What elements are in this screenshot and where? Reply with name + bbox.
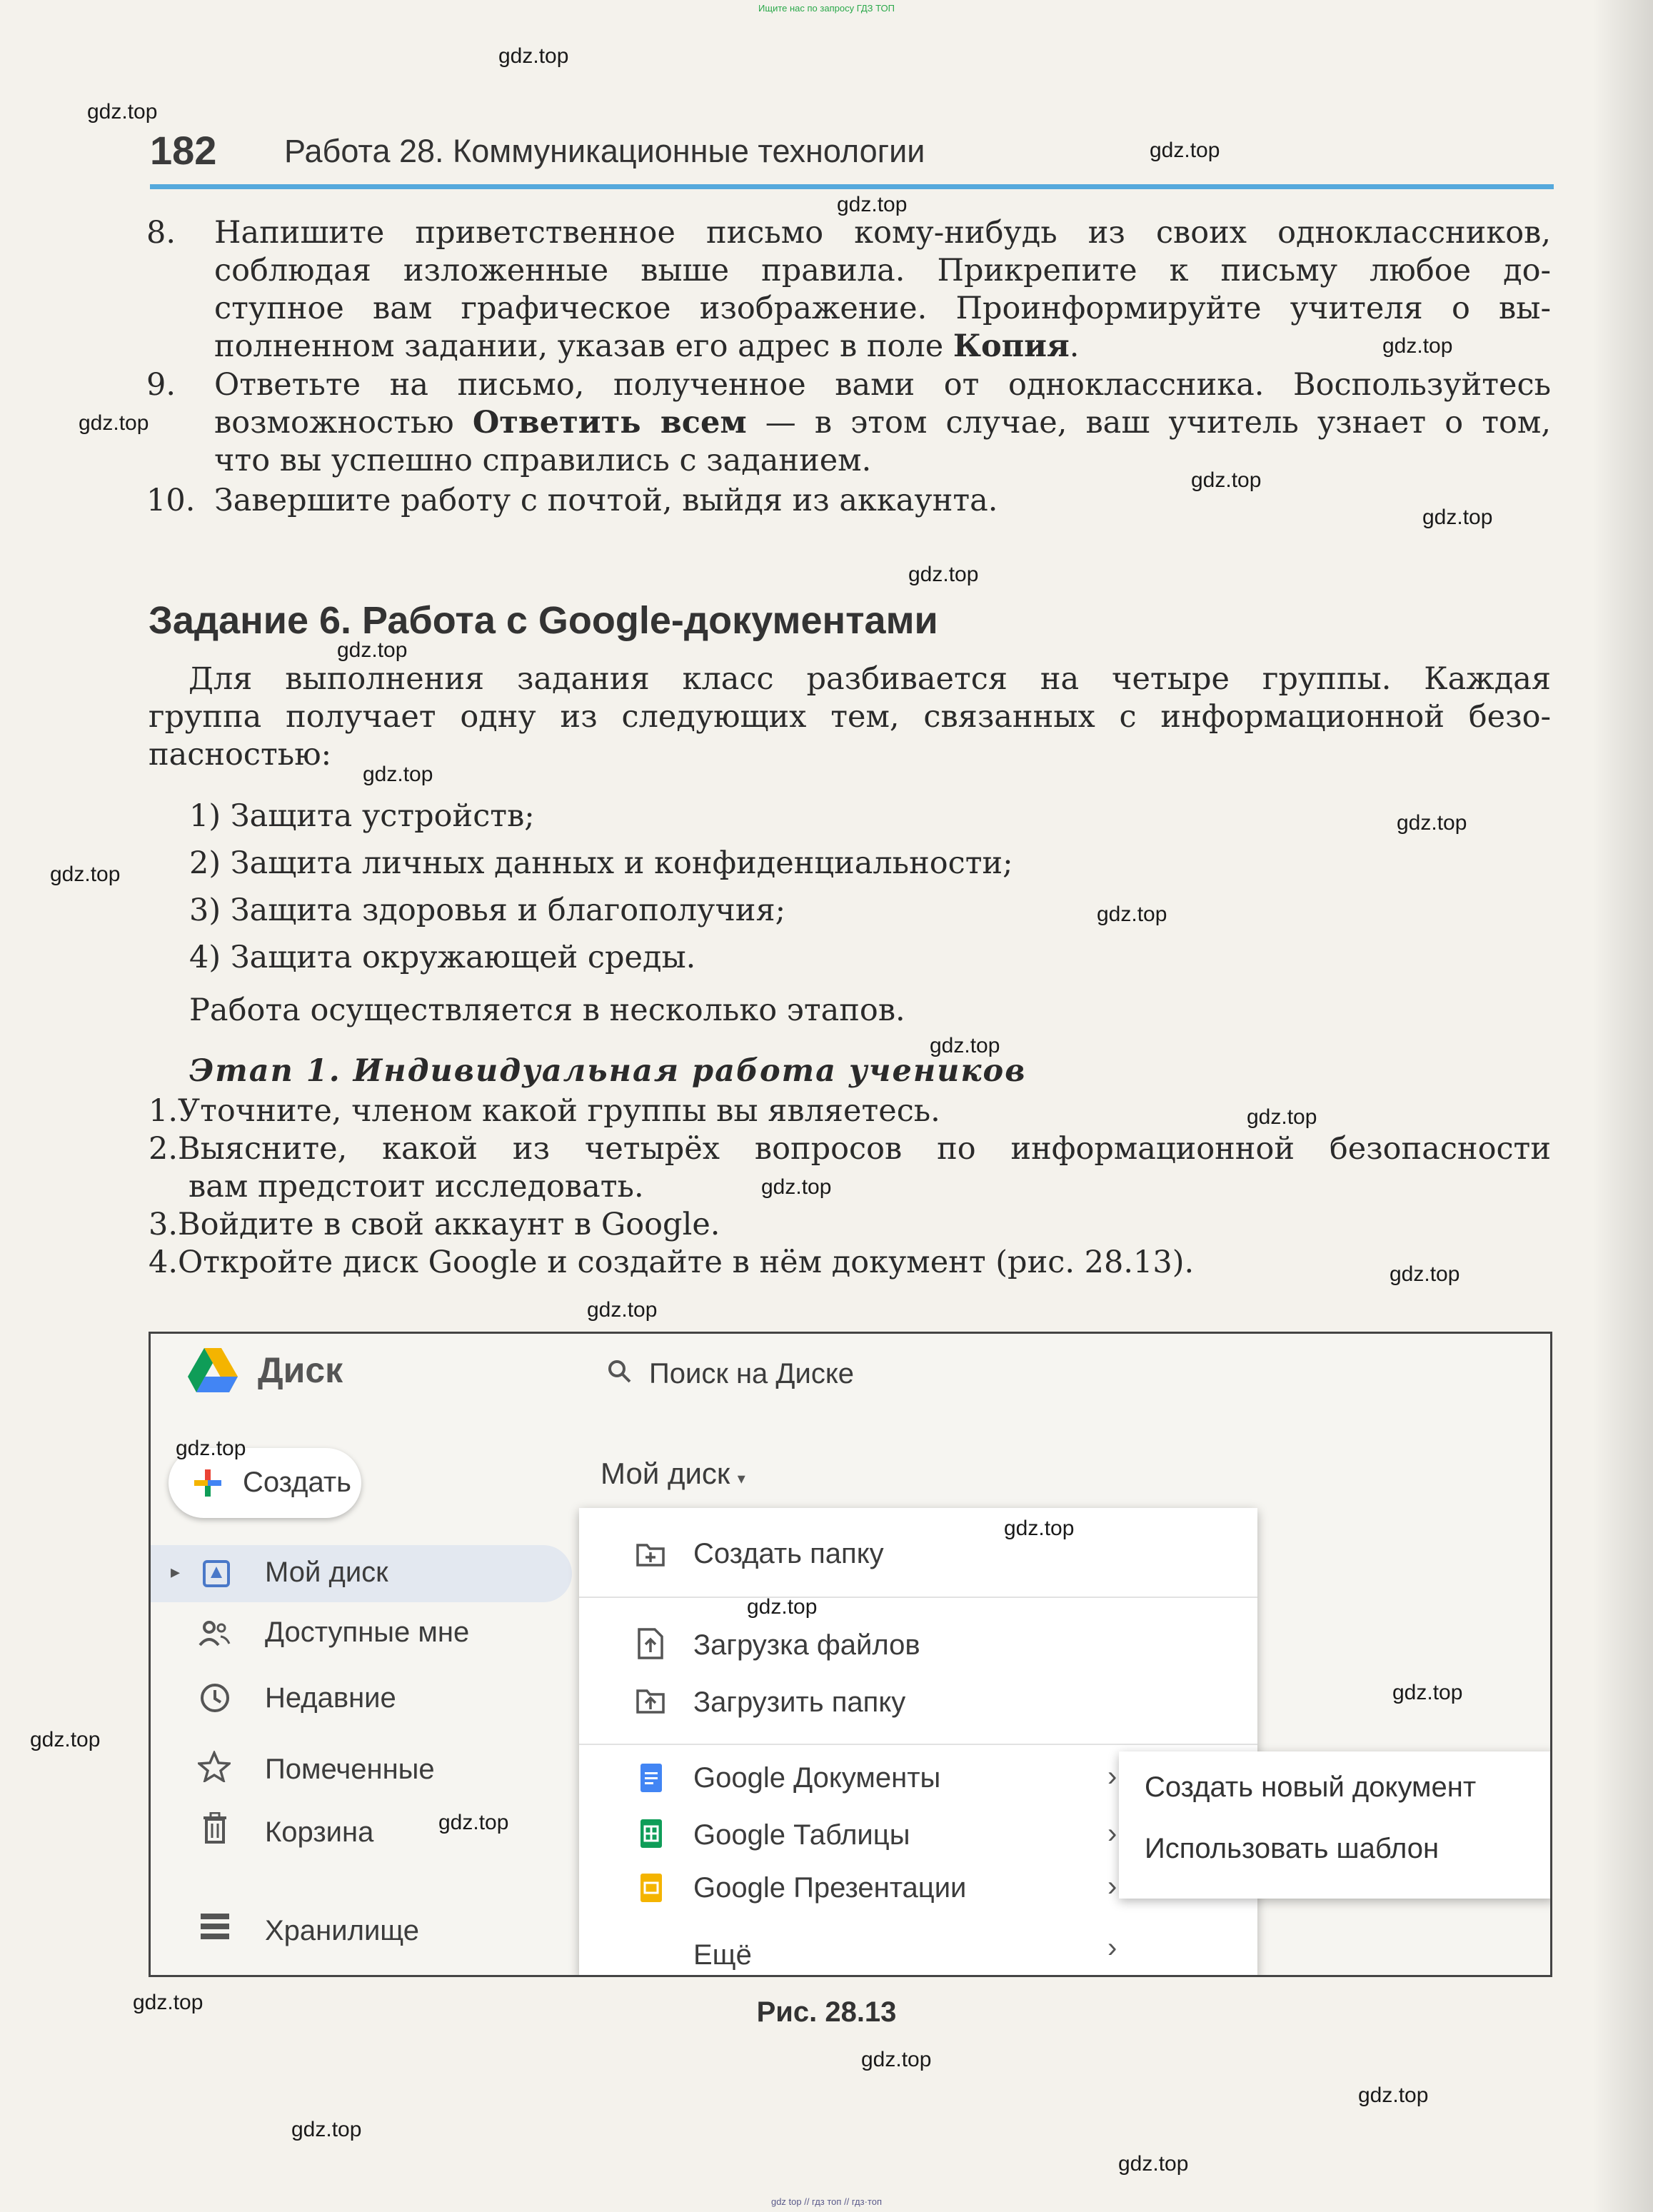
- intro-line: пасностью:: [149, 737, 332, 773]
- trash-icon: [202, 1812, 228, 1844]
- item-line: Завершите работу с почтой, выйдя из аккаунта.: [214, 483, 998, 518]
- topic-item: 2) Защита личных данных и конфиденциальности;: [189, 845, 1013, 881]
- watermark: gdz.top: [1118, 2152, 1189, 2176]
- item-8: [146, 214, 1551, 366]
- sheets-icon: [640, 1819, 662, 1848]
- docs-icon: [640, 1764, 662, 1792]
- sidebar-item-storage[interactable]: [151, 1898, 572, 1955]
- step-list: [149, 1092, 1551, 1282]
- submenu-item-use-template[interactable]: Использовать шаблон: [1145, 1833, 1440, 1864]
- star-icon: [198, 1751, 231, 1782]
- watermark: gdz.top: [761, 1175, 832, 1199]
- chevron-right-icon: ›: [1107, 1761, 1117, 1792]
- page-title: Работа 28. Коммуникационные технологии: [284, 133, 925, 169]
- step-text: Уточните, членом какой группы вы являетесь.: [178, 1093, 940, 1129]
- item-number: 10.: [146, 483, 196, 518]
- text: — в этом случае, ваш учитель узнает о том,: [746, 405, 1551, 441]
- stage-heading: Этап 1. Индивидуальная работа учеников: [189, 1053, 1027, 1089]
- app-title: Диск: [258, 1350, 343, 1390]
- bottom-note: gdz top // гдз топ // гдз·топ: [770, 2196, 883, 2207]
- task-intro: [149, 660, 1551, 774]
- watermark: gdz.top: [1392, 1681, 1463, 1704]
- sidebar-label: Недавние: [265, 1682, 396, 1714]
- watermark: gdz.top: [291, 2118, 362, 2141]
- watermark: gdz.top: [1191, 468, 1262, 492]
- item-line: Ответьте на письмо, полученное вами от одноклассника. Воспользуйтесь: [214, 367, 1551, 403]
- menu-label: Ещё: [693, 1939, 752, 1971]
- watermark: gdz.top: [1150, 139, 1220, 162]
- intro-line: группа получает одну из следующих тем, связанных с информационной безо-: [149, 699, 1551, 735]
- watermark: gdz.top: [1390, 1262, 1460, 1286]
- sidebar-item-starred[interactable]: [151, 1739, 572, 1796]
- storage-icon: [199, 1912, 231, 1941]
- watermark: gdz.top: [908, 563, 979, 586]
- new-folder-icon: [636, 1542, 665, 1567]
- drive-folder-icon: [202, 1559, 231, 1588]
- step-number: 1.: [149, 1093, 179, 1129]
- watermark: gdz.top: [1358, 2083, 1429, 2107]
- file-upload-icon: [638, 1628, 663, 1659]
- page-number: 182: [150, 128, 217, 173]
- menu-label: Google Презентации: [693, 1872, 967, 1904]
- watermark: gdz.top: [1097, 903, 1167, 926]
- sidebar-item-shared[interactable]: [151, 1605, 572, 1662]
- search-placeholder: Поиск на Диске: [649, 1358, 855, 1389]
- sidebar-label: Помеченные: [265, 1754, 435, 1785]
- step-item: [149, 1130, 1551, 1168]
- slides-icon: [640, 1874, 662, 1902]
- watermark: gdz.top: [363, 763, 433, 786]
- menu-item-more[interactable]: [579, 1929, 1257, 1977]
- chevron-right-icon: ›: [1107, 1932, 1117, 1964]
- item-number: 9.: [146, 367, 176, 403]
- item-line: ступное вам графическое изображение. Проинформируйте учителя о вы-: [214, 291, 1551, 326]
- sidebar-label: Хранилище: [265, 1915, 419, 1946]
- item-line: соблюдая изложенные выше правила. Прикрепите к письму любое до-: [214, 253, 1551, 288]
- item-line: [214, 404, 1551, 442]
- my-drive-dropdown[interactable]: [601, 1457, 786, 1507]
- figure-caption: Рис. 28.13: [756, 1996, 897, 2028]
- step-number: 4.: [149, 1245, 179, 1280]
- watermark: gdz.top: [1004, 1517, 1075, 1540]
- sidebar-item-recent[interactable]: [151, 1671, 572, 1728]
- step-text: Откройте диск Google и создайте в нём документ (рис. 28.13).: [178, 1245, 1195, 1280]
- submenu-item-new-document[interactable]: Создать новый документ: [1145, 1771, 1477, 1803]
- menu-item-upload-folder[interactable]: [579, 1676, 1257, 1734]
- text: полненном задании, указав его адрес в поле: [214, 328, 953, 364]
- bold-term: Копия: [953, 328, 1070, 364]
- menu-item-upload-files[interactable]: [579, 1618, 1257, 1675]
- topic-item: 3) Защита здоровья и благополучия;: [189, 893, 786, 928]
- menu-label: Загрузить папку: [693, 1686, 906, 1718]
- watermark: gdz.top: [1397, 811, 1467, 835]
- step-cont: вам предстоит исследовать.: [189, 1169, 644, 1205]
- folder-upload-icon: [636, 1688, 665, 1714]
- sidebar-label: Мой диск: [265, 1557, 388, 1588]
- menu-divider: [579, 1597, 1257, 1598]
- watermark: gdz.top: [1382, 334, 1453, 358]
- sidebar-item-my-drive[interactable]: [151, 1545, 572, 1602]
- expand-arrow-icon: ▸: [171, 1561, 181, 1582]
- search-icon: [608, 1359, 632, 1384]
- watermark: gdz.top: [87, 100, 158, 124]
- topic-item: 4) Защита окружающей среды.: [189, 940, 696, 975]
- topic-item: 1) Защита устройств;: [189, 798, 535, 834]
- menu-label: Загрузка файлов: [693, 1629, 920, 1661]
- watermark: gdz.top: [133, 1991, 204, 2014]
- watermark: gdz.top: [747, 1595, 818, 1619]
- step-item: [149, 1244, 1551, 1282]
- people-icon: [198, 1619, 231, 1648]
- menu-divider: [579, 1744, 1257, 1745]
- watermark: gdz.top: [861, 2048, 932, 2071]
- watermark: gdz.top: [50, 863, 121, 886]
- page-header: [150, 127, 1554, 189]
- step-text: Войдите в свой аккаунт в Google.: [178, 1207, 720, 1242]
- item-line: Напишите приветственное письмо кому-нибудь из своих одноклассников,: [214, 215, 1551, 251]
- watermark: gdz.top: [79, 411, 149, 435]
- sidebar-item-trash[interactable]: [151, 1802, 572, 1859]
- topic-list: [189, 793, 1013, 981]
- text: .: [1069, 328, 1080, 364]
- plus-icon: [194, 1469, 221, 1497]
- chevron-right-icon: ›: [1107, 1871, 1117, 1902]
- item-line: что вы успешно справились с заданием.: [214, 443, 872, 478]
- step-number: 2.: [149, 1131, 179, 1167]
- create-label: Создать: [243, 1467, 352, 1498]
- menu-label: Google Документы: [693, 1762, 941, 1794]
- watermark: gdz.top: [30, 1728, 101, 1751]
- figure-google-drive: [149, 1332, 1552, 1977]
- section-heading: Задание 6. Работа с Google-документами: [149, 599, 938, 642]
- watermark: gdz.top: [498, 44, 569, 68]
- sidebar-label: Доступные мне: [265, 1617, 470, 1648]
- item-10: [146, 482, 1551, 520]
- item-9: [146, 366, 1551, 480]
- stages-note: Работа осуществляется в несколько этапов.: [189, 992, 905, 1028]
- watermark: gdz.top: [1422, 506, 1493, 529]
- sidebar-label: Корзина: [265, 1816, 374, 1848]
- menu-item-create-folder[interactable]: [579, 1527, 1257, 1584]
- watermark: gdz.top: [176, 1437, 246, 1460]
- watermark: gdz.top: [587, 1298, 658, 1322]
- watermark: gdz.top: [837, 193, 908, 216]
- chevron-down-icon: ▾: [737, 1469, 745, 1487]
- clock-icon: [199, 1682, 231, 1714]
- new-menu: [579, 1508, 1257, 1977]
- step-number: 3.: [149, 1207, 179, 1242]
- watermark: gdz.top: [438, 1811, 509, 1834]
- dropdown-label: Мой диск: [601, 1457, 730, 1490]
- step-text: Выясните, какой из четырёх вопросов по информационной безопасности: [178, 1131, 1551, 1167]
- item-line: [214, 328, 1551, 366]
- step-item: [149, 1206, 1551, 1244]
- bold-term: Ответить всем: [472, 405, 747, 441]
- page-edge-shadow: [1592, 0, 1653, 2212]
- docs-submenu: [1119, 1751, 1552, 1899]
- search-box[interactable]: [608, 1352, 1036, 1395]
- menu-label: Google Таблицы: [693, 1819, 910, 1851]
- chevron-right-icon: ›: [1107, 1818, 1117, 1849]
- step-item: [149, 1092, 1551, 1130]
- watermark: gdz.top: [337, 638, 408, 662]
- watermark: gdz.top: [1247, 1105, 1317, 1129]
- menu-label: Создать папку: [693, 1538, 884, 1569]
- watermark: gdz.top: [930, 1034, 1000, 1057]
- drive-logo-icon: [188, 1348, 238, 1392]
- item-number: 8.: [146, 215, 176, 251]
- intro-line: Для выполнения задания класс разбивается на четыре группы. Каждая: [189, 661, 1551, 697]
- top-note: Ищите нас по запросу ГДЗ ТОП: [758, 3, 895, 14]
- text: возможностью: [214, 405, 473, 441]
